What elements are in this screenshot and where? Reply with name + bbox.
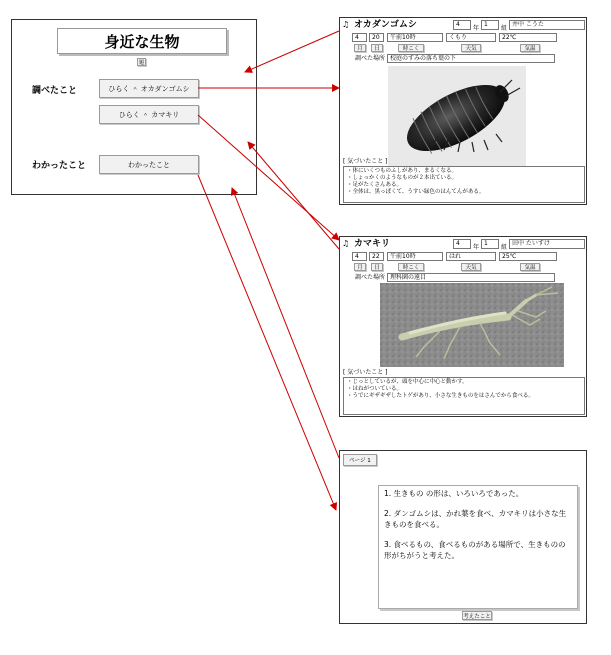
grade-field[interactable]: 4 [453,20,471,30]
name-field[interactable]: 井中 こうた [509,20,585,30]
class-field[interactable]: 1 [481,239,499,249]
weather-field[interactable]: はれ [446,252,496,261]
temp-field[interactable]: 25℃ [499,252,557,261]
page-button[interactable]: ページ 1 [343,454,377,466]
arrow-card2-to-main [248,142,339,249]
grade-unit: 年 [473,244,480,251]
notes-header: [ 気づいたこと ] [343,369,388,376]
learned-label: わかったこと [32,161,87,171]
grade-unit: 年 [473,25,480,32]
open-dangomushi-button[interactable]: ひらく ＾ オカダンゴムシ [99,79,199,98]
class-field[interactable]: 1 [481,20,499,30]
note-line: ・しょっかくのようなものが２本出ている。 [347,175,458,181]
month-field[interactable]: 4 [352,252,367,261]
notes-box[interactable] [343,377,585,415]
time-label: 時こく [398,44,424,52]
day-field[interactable]: 20 [369,33,384,42]
notes-header: [ 気づいたこと ] [343,158,388,165]
class-unit: 組 [501,25,508,32]
month-label: 月 [354,263,366,271]
conclusion-item: 2. ダンゴムシは、かれ葉を食べ、カマキリは小さな生きものを食べる。 [384,509,567,529]
time-field[interactable]: 午前10時 [387,33,443,42]
title-box [57,28,227,54]
note-line: ・じっとしているが、頭を中心に中心と動かす。 [347,379,468,385]
clip-icon: ♫ [342,20,350,29]
temp-label: 気温 [520,44,540,52]
place-field[interactable]: 理科園の遠目 [387,273,555,282]
page-title: 身近な生物 [104,32,180,51]
arrow-card3-to-main [232,188,339,458]
place-label: 調べた場所 [355,274,386,281]
open-kamakiri-button[interactable]: ひらく ＾ カマキリ [99,105,199,124]
kamakiri-card [339,236,587,417]
place-field[interactable]: 校庭のすみの落ち葉の下 [387,54,555,63]
conclusion-item: 1. 生きもの の形は、いろいろであった。 [384,489,524,498]
note-line: ・足がたくさんある。 [347,182,403,188]
dangomushi-card [339,17,587,205]
month-label: 月 [354,44,366,52]
note-line: ・全体は、黒っぽくて、うすい緑色のはんてんがある。 [347,189,485,195]
weather-label: 天気 [461,263,481,271]
main-panel [11,19,257,195]
day-label: 日 [371,44,383,52]
footer-button[interactable]: 考えたこと [462,611,492,620]
clip-icon: ♫ [342,239,350,248]
investigated-label: 調べたこと [32,86,78,96]
temp-label: 気温 [520,263,540,271]
place-label: 調べた場所 [355,55,386,62]
open-learned-button[interactable]: わかったこと [99,155,199,174]
conclusion-box [378,485,578,609]
note-line: ・うでにギザギザしたトゲがあり、小さな生きものをはさんでから食べる。 [347,393,534,399]
month-field[interactable]: 4 [352,33,367,42]
weather-field[interactable]: くもり [446,33,496,42]
card-title: カマキリ [354,239,391,249]
note-line: ・体にいくつものふしがあり、まるくなる。 [347,168,458,174]
conclusion-item: 3. 食べるもの、食べるものがある場所で、生きものの形がちがうと考えた。 [384,540,566,560]
name-field[interactable]: 田中 たいすけ [509,239,585,249]
time-field[interactable]: 午前10時 [387,252,443,261]
kamakiri-photo [380,283,564,367]
day-field[interactable]: 22 [369,252,384,261]
temp-field[interactable]: 22℃ [499,33,557,42]
dangomushi-photo [388,66,526,166]
notes-box[interactable] [343,166,585,203]
card-title: オカダンゴムシ [354,20,417,30]
arrow-card1-to-main [245,31,339,72]
grade-field[interactable]: 4 [453,239,471,249]
note-line: ・はねがついている。 [347,386,403,392]
learned-card [339,450,587,624]
time-label: 時こく [398,263,424,271]
small-title-button[interactable]: 題 [138,59,144,66]
weather-label: 天気 [461,44,481,52]
class-unit: 組 [501,244,508,251]
day-label: 日 [371,263,383,271]
arrow-learned-to-card3 [198,175,336,510]
